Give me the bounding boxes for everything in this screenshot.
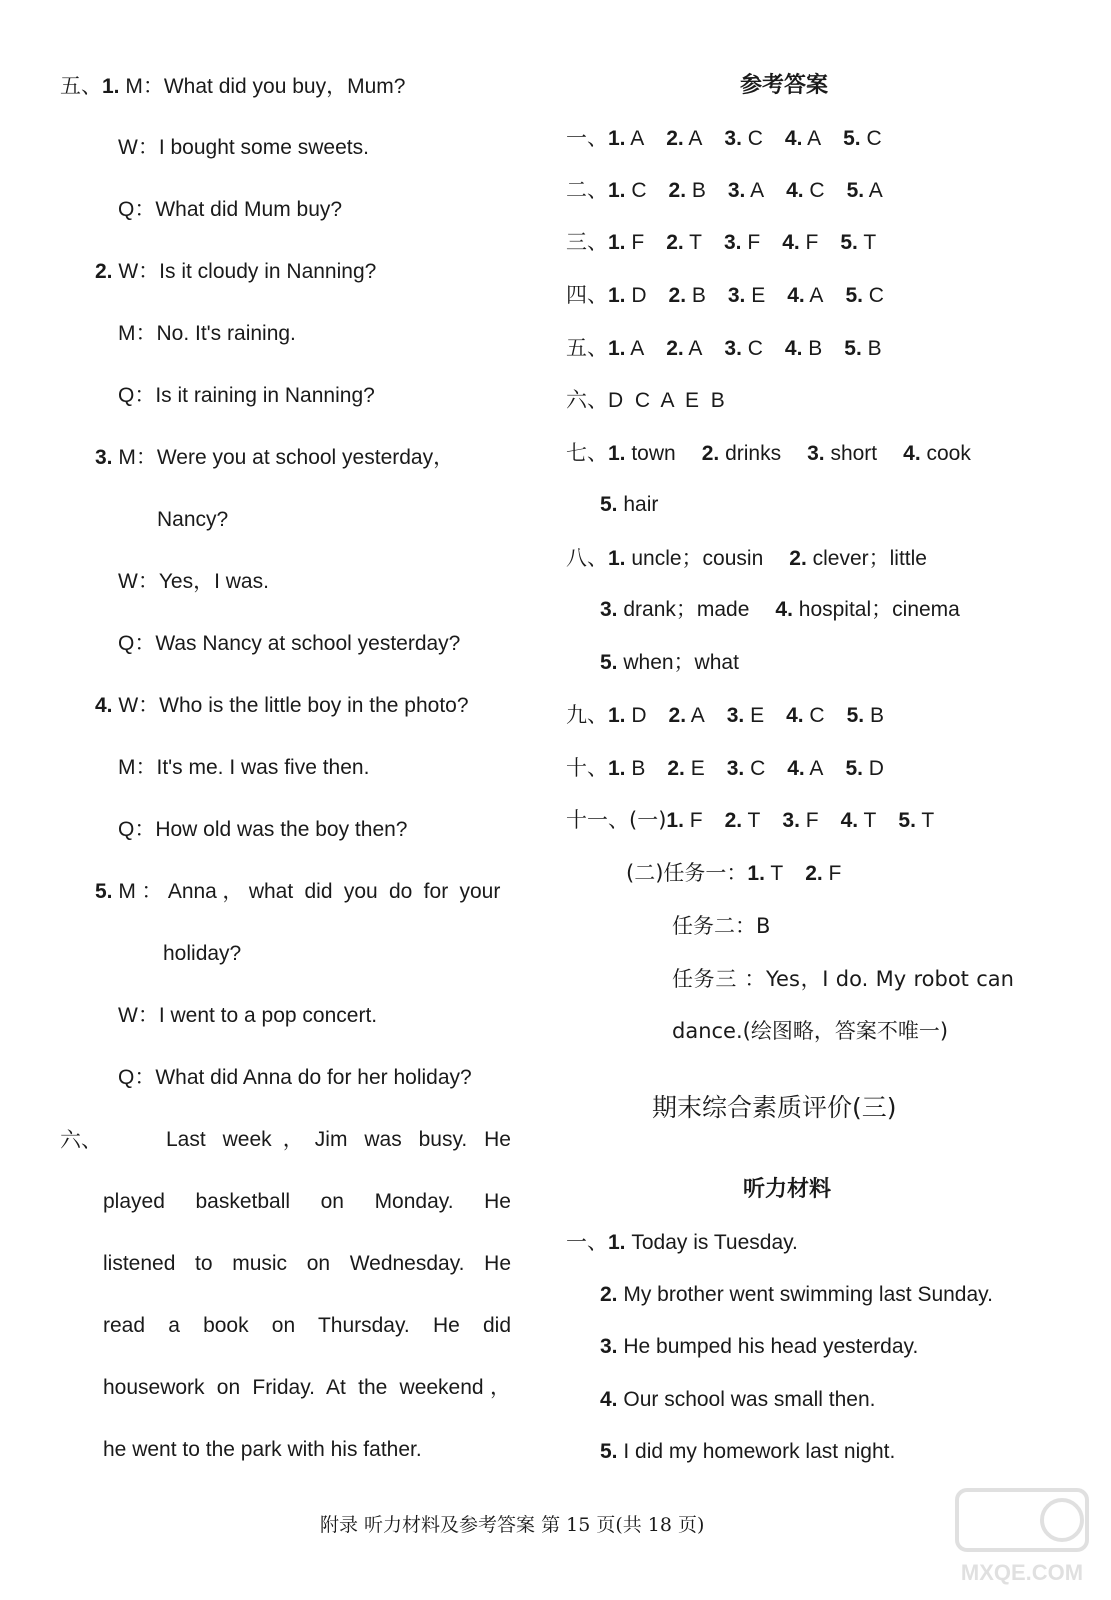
dialogue-line: Nancy? bbox=[157, 508, 229, 531]
answer-item bbox=[844, 335, 881, 363]
section-label: 一、 bbox=[566, 1230, 608, 1254]
item-number: 1. bbox=[608, 704, 626, 727]
item-number: 4. bbox=[787, 757, 805, 780]
dialogue-line: M：No. It's raining. bbox=[118, 322, 296, 345]
answer-item bbox=[775, 596, 959, 624]
section-label: 九、 bbox=[566, 703, 608, 727]
answer-value: C bbox=[625, 179, 647, 202]
answer-item bbox=[608, 282, 647, 310]
item-number: 3. bbox=[726, 757, 745, 780]
item-number: 5. bbox=[845, 284, 863, 307]
section-label: (二)任务一： bbox=[626, 861, 748, 885]
item-number: 5. bbox=[840, 231, 858, 254]
dialogue-line: M：Anna，what did you do for your bbox=[118, 880, 501, 903]
item-number: 2. bbox=[789, 547, 807, 570]
listening-item bbox=[566, 1228, 798, 1257]
answer-value: hair bbox=[617, 493, 659, 516]
dialogue-line: M：It's me. I was five then. bbox=[118, 756, 370, 779]
item-number: 2. bbox=[666, 231, 684, 254]
answer-value: clever；little bbox=[806, 547, 927, 570]
answer-item bbox=[786, 702, 825, 730]
answer-value: D C A E B bbox=[608, 389, 725, 412]
item-number: 2. bbox=[95, 260, 113, 283]
dialogue-line: W：I went to a pop concert. bbox=[118, 1004, 378, 1027]
answer-row-7 bbox=[566, 439, 997, 468]
dialogue-line: holiday? bbox=[163, 942, 242, 965]
page-footer: 附录 听力材料及参考答案 第 15 页(共 18 页) bbox=[320, 1514, 705, 1536]
task-2: 任务二：B bbox=[672, 914, 771, 938]
answer-item bbox=[845, 755, 884, 783]
answer-item bbox=[669, 702, 705, 730]
answer-item bbox=[725, 807, 761, 835]
answer-value: C bbox=[860, 127, 882, 150]
answer-item bbox=[669, 282, 706, 310]
item-number: 2. bbox=[666, 127, 684, 150]
section-label: 六、 bbox=[566, 388, 608, 412]
listening-text: I did my homework last night. bbox=[623, 1440, 896, 1463]
answer-value: E bbox=[744, 704, 765, 727]
answer-value: A bbox=[686, 704, 705, 727]
answer-item bbox=[728, 177, 764, 205]
answer-item bbox=[608, 545, 763, 573]
answer-value: T bbox=[764, 862, 784, 885]
answer-item bbox=[600, 491, 658, 519]
item-number: 4. bbox=[95, 694, 113, 717]
item-number: 1. bbox=[608, 337, 626, 360]
answer-item bbox=[666, 335, 702, 363]
answer-item bbox=[841, 807, 877, 835]
answer-row bbox=[566, 124, 904, 153]
answer-value: B bbox=[861, 337, 882, 360]
answer-value: B bbox=[864, 704, 884, 727]
answer-value: T bbox=[858, 809, 877, 832]
section-5-q1-m bbox=[60, 72, 405, 101]
passage-line: housework on Friday. At the weekend， bbox=[103, 1376, 511, 1399]
item-number: 3. bbox=[807, 442, 825, 465]
answer-value: B bbox=[802, 337, 823, 360]
section-label: 五、 bbox=[60, 74, 102, 98]
answer-item bbox=[666, 229, 702, 257]
item-number: 3. bbox=[724, 127, 742, 150]
task-3 bbox=[672, 965, 1014, 993]
answer-value: C bbox=[741, 337, 763, 360]
item-number: 5. bbox=[95, 880, 113, 903]
item-number: 5. bbox=[845, 757, 863, 780]
answer-row-10 bbox=[566, 754, 906, 783]
answer-value: T bbox=[683, 231, 702, 254]
dialogue-line: Q：Was Nancy at school yesterday? bbox=[118, 632, 461, 655]
answer-value: A bbox=[625, 337, 645, 360]
item-number: 1. bbox=[608, 284, 626, 307]
item-number: 1. bbox=[608, 442, 626, 465]
answer-value: F bbox=[625, 231, 645, 254]
answer-value: A bbox=[683, 337, 703, 360]
item-number: 2. bbox=[668, 284, 687, 307]
answer-item bbox=[787, 282, 823, 310]
answer-item bbox=[666, 125, 702, 153]
item-number: 3. bbox=[724, 231, 742, 254]
item-number: 1. bbox=[608, 757, 626, 780]
answer-item bbox=[807, 440, 877, 468]
question-4 bbox=[95, 692, 469, 720]
answer-value: C bbox=[803, 179, 825, 202]
item-number: 3. bbox=[782, 809, 800, 832]
section-label: 六、 bbox=[60, 1128, 102, 1152]
answer-row-6 bbox=[566, 386, 725, 415]
item-number: 2. bbox=[701, 442, 720, 465]
answer-value: A bbox=[804, 757, 824, 780]
listening-text: My brother went swimming last Sunday. bbox=[623, 1283, 993, 1306]
answer-value: D bbox=[862, 757, 884, 780]
section-label: 一、 bbox=[566, 126, 608, 150]
answer-item bbox=[805, 860, 841, 888]
item-number: 5. bbox=[600, 493, 618, 516]
answer-item bbox=[843, 125, 882, 153]
item-number: 1. bbox=[608, 231, 626, 254]
item-number: 1. bbox=[102, 75, 120, 98]
item-number: 4. bbox=[786, 704, 804, 727]
answer-value: B bbox=[686, 179, 706, 202]
item-number: 3. bbox=[727, 179, 746, 202]
answer-row bbox=[566, 176, 905, 205]
dialogue-line: Q：What did Mum buy? bbox=[118, 198, 343, 221]
passage-line: he went to the park with his father. bbox=[103, 1438, 422, 1461]
answer-value: D bbox=[625, 284, 647, 307]
answer-value: T bbox=[742, 809, 761, 832]
item-number: 3. bbox=[726, 704, 745, 727]
item-number: 5. bbox=[846, 179, 865, 202]
section-label: 三、 bbox=[566, 230, 608, 254]
item-number: 1. bbox=[608, 547, 626, 570]
section-label: 五、 bbox=[566, 336, 608, 360]
dialogue-line: Q：What did Anna do for her holiday? bbox=[118, 1066, 472, 1089]
answer-item bbox=[600, 596, 749, 624]
answer-item bbox=[847, 177, 883, 205]
answer-value: T bbox=[915, 809, 935, 832]
answer-item bbox=[787, 755, 823, 783]
answer-value: when；what bbox=[617, 651, 739, 674]
answer-value: A bbox=[625, 127, 645, 150]
listening-text: He bumped his head yesterday. bbox=[623, 1335, 919, 1358]
answer-row-9 bbox=[566, 701, 906, 730]
item-number: 2. bbox=[668, 704, 687, 727]
answer-value: cook bbox=[920, 442, 971, 465]
section-label: 二、 bbox=[566, 178, 608, 202]
answer-item bbox=[782, 807, 818, 835]
answer-value: drinks bbox=[719, 442, 782, 465]
task-3-line: dance.(绘图略，答案不唯一) bbox=[672, 1019, 949, 1043]
answer-item bbox=[667, 755, 704, 783]
item-number: 1. bbox=[608, 127, 626, 150]
answer-value: F bbox=[683, 809, 703, 832]
section-label: 十、 bbox=[566, 756, 608, 780]
answers-title: 参考答案 bbox=[740, 73, 829, 98]
answer-row bbox=[566, 228, 898, 257]
item-number: 5. bbox=[898, 809, 916, 832]
item-number: 3. bbox=[724, 337, 742, 360]
answer-item bbox=[608, 440, 676, 468]
item-number: 2. bbox=[667, 757, 685, 780]
answer-item bbox=[785, 125, 821, 153]
item-number: 2. bbox=[805, 862, 823, 885]
item-number: 3. bbox=[95, 446, 113, 469]
watermark-logo bbox=[947, 1482, 1097, 1592]
passage-line: read a book on Thursday. He did bbox=[103, 1314, 511, 1337]
item-number: 2. bbox=[724, 809, 743, 832]
answer-value: town bbox=[625, 442, 676, 465]
item-number: 3. bbox=[600, 598, 618, 621]
item-number: 2. bbox=[600, 1283, 618, 1306]
watermark-text: MXQE.COM bbox=[960, 1560, 1084, 1585]
dialogue-line: M：What did you buy，Mum? bbox=[125, 75, 406, 98]
passage-line: played basketball on Monday. He bbox=[103, 1190, 511, 1213]
answer-value: A bbox=[864, 179, 883, 202]
item-number: 4. bbox=[784, 127, 803, 150]
answer-value: hospital；cinema bbox=[792, 598, 960, 621]
listening-text: Today is Tuesday. bbox=[631, 1231, 798, 1254]
answer-value: drank；made bbox=[617, 598, 750, 621]
answer-row-8-cont bbox=[600, 649, 761, 677]
answer-value: A bbox=[683, 127, 703, 150]
item-number: 2. bbox=[666, 337, 684, 360]
dialogue-line: W：Who is the little boy in the photo? bbox=[118, 694, 469, 717]
item-number: 1. bbox=[608, 1231, 626, 1254]
question-3 bbox=[95, 444, 454, 472]
item-number: 4. bbox=[782, 231, 800, 254]
answer-value: C bbox=[741, 127, 763, 150]
listening-text: Our school was small then. bbox=[623, 1388, 876, 1411]
answer-value: B bbox=[686, 284, 706, 307]
section-label: 八、 bbox=[566, 546, 608, 570]
answer-item bbox=[666, 807, 702, 835]
listening-item bbox=[600, 1438, 895, 1466]
answer-item bbox=[600, 649, 739, 677]
answer-item bbox=[898, 807, 934, 835]
item-number: 5. bbox=[846, 704, 865, 727]
answer-item bbox=[785, 335, 822, 363]
answer-value: C bbox=[803, 704, 825, 727]
answer-value: A bbox=[802, 127, 822, 150]
answer-item bbox=[608, 177, 647, 205]
exam-title: 期末综合素质评价(三) bbox=[652, 1093, 897, 1122]
item-number: 3. bbox=[600, 1335, 618, 1358]
answer-row-7-cont bbox=[600, 491, 680, 519]
item-number: 2. bbox=[668, 179, 687, 202]
section-label: 十一、(一) bbox=[566, 808, 667, 832]
answer-item bbox=[847, 702, 884, 730]
answer-item bbox=[608, 125, 644, 153]
answer-item bbox=[903, 440, 971, 468]
dialogue-line: M：Were you at school yesterday， bbox=[118, 446, 455, 469]
answer-value: A bbox=[745, 179, 765, 202]
listening-item bbox=[600, 1281, 993, 1309]
answer-value: E bbox=[745, 284, 766, 307]
answer-value: E bbox=[684, 757, 705, 780]
answer-item bbox=[669, 177, 706, 205]
answer-value: F bbox=[799, 809, 819, 832]
answer-value: uncle；cousin bbox=[625, 547, 764, 570]
answer-value: F bbox=[741, 231, 761, 254]
answer-row bbox=[566, 281, 906, 310]
answer-row-11 bbox=[566, 806, 956, 835]
item-number: 4. bbox=[784, 337, 803, 360]
answer-item bbox=[608, 755, 645, 783]
answer-value: T bbox=[857, 231, 877, 254]
listening-title: 听力材料 bbox=[743, 1177, 832, 1202]
answer-value: F bbox=[822, 862, 842, 885]
answer-value: short bbox=[824, 442, 878, 465]
answer-item bbox=[702, 440, 781, 468]
item-number: 1. bbox=[747, 862, 765, 885]
section-label: 七、 bbox=[566, 441, 608, 465]
item-number: 3. bbox=[727, 284, 746, 307]
item-number: 5. bbox=[600, 651, 618, 674]
dialogue-line: W：Yes，I was. bbox=[118, 570, 269, 593]
item-number: 4. bbox=[903, 442, 921, 465]
item-number: 4. bbox=[775, 598, 793, 621]
answer-item bbox=[789, 545, 927, 573]
answer-item bbox=[608, 229, 644, 257]
answer-item bbox=[728, 282, 765, 310]
answer-item bbox=[724, 125, 763, 153]
listening-item bbox=[600, 1386, 875, 1414]
question-5 bbox=[95, 878, 500, 906]
answer-value: C bbox=[744, 757, 766, 780]
answer-item bbox=[724, 229, 760, 257]
answer-value: C bbox=[862, 284, 884, 307]
listening-item bbox=[600, 1333, 918, 1361]
answer-item bbox=[747, 860, 783, 888]
dialogue-line: W：I bought some sweets. bbox=[118, 136, 369, 159]
answer-row-11-part2 bbox=[626, 859, 863, 888]
answer-row bbox=[566, 334, 904, 363]
answer-value: A bbox=[804, 284, 824, 307]
task-3-line: 任务三 ：Yes，I do. My robot can bbox=[672, 967, 1014, 991]
item-number: 4. bbox=[840, 809, 859, 832]
dialogue-line: Q：How old was the boy then? bbox=[118, 818, 408, 841]
item-number: 4. bbox=[600, 1388, 618, 1411]
answer-item bbox=[845, 282, 884, 310]
item-number: 4. bbox=[787, 284, 805, 307]
section-label: 四、 bbox=[566, 283, 608, 307]
item-number: 1. bbox=[666, 809, 684, 832]
answer-value: F bbox=[799, 231, 819, 254]
dialogue-line: W：Is it cloudy in Nanning? bbox=[118, 260, 377, 283]
answer-item bbox=[786, 177, 825, 205]
answer-item bbox=[727, 702, 764, 730]
item-number: 1. bbox=[608, 179, 626, 202]
question-2 bbox=[95, 258, 376, 286]
answer-row-8 bbox=[566, 544, 953, 573]
answer-value: B bbox=[625, 757, 646, 780]
answer-item bbox=[608, 335, 644, 363]
answer-row-8-cont bbox=[600, 596, 986, 624]
item-number: 5. bbox=[843, 127, 861, 150]
answer-item bbox=[840, 229, 876, 257]
dialogue-line: Q：Is it raining in Nanning? bbox=[118, 384, 375, 407]
item-number: 4. bbox=[786, 179, 804, 202]
item-number: 5. bbox=[844, 337, 862, 360]
answer-item bbox=[727, 755, 766, 783]
answer-item bbox=[608, 702, 647, 730]
answer-item bbox=[724, 335, 763, 363]
answer-item bbox=[782, 229, 818, 257]
passage-line: listened to music on Wednesday. He bbox=[103, 1252, 511, 1275]
item-number: 5. bbox=[600, 1440, 618, 1463]
passage-line: Last week，Jim was busy. He bbox=[166, 1128, 511, 1151]
answer-value: D bbox=[625, 704, 647, 727]
